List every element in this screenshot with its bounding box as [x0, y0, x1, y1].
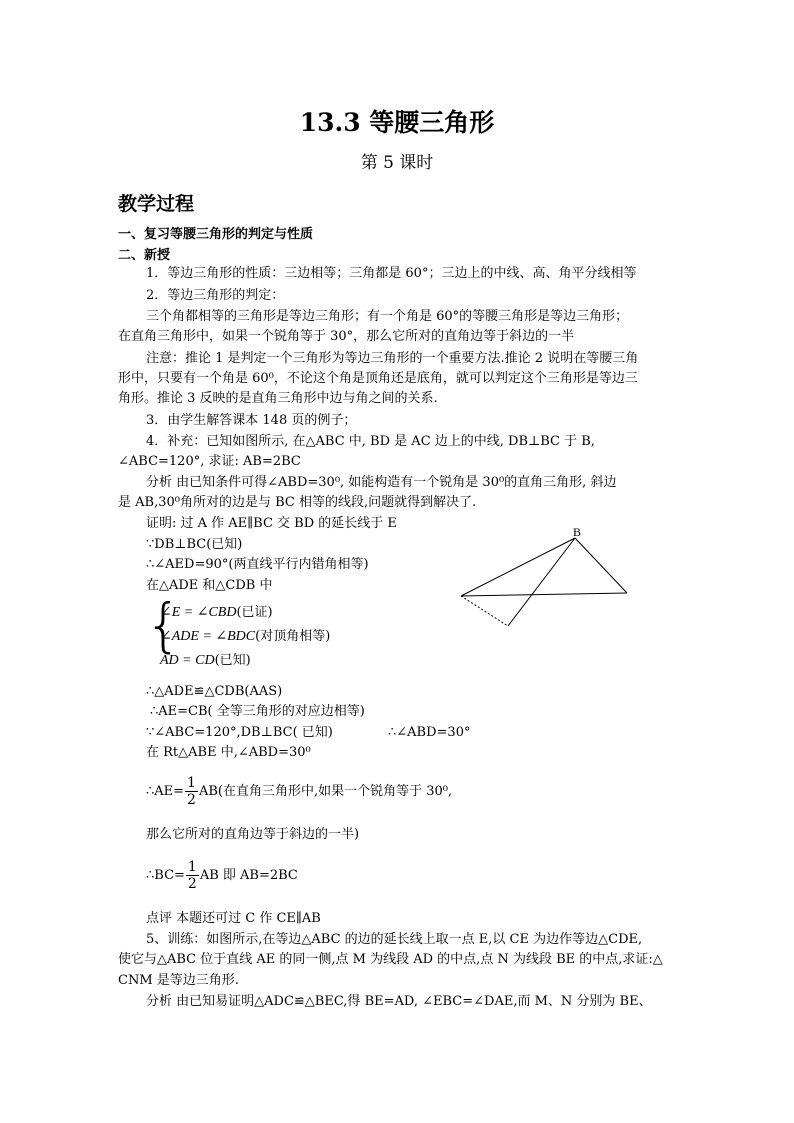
para-example: 3．由学生解答课本 148 页的例子；	[146, 413, 357, 428]
figure-line-ab	[461, 538, 575, 596]
system-eq-1-math: ∠E = ∠CBD	[160, 605, 237, 620]
para-supplement-1: 4．补充：已知如图所示, 在△ABC 中, BD 是 AC 边上的中线, DB⊥BC 于 B,	[146, 434, 595, 449]
proof-line-7b: ∴∠ABD=30°	[388, 725, 471, 740]
ae-suffix: AB(在直角三角形中,如果一个锐角等于 30⁰,	[198, 784, 453, 799]
comment-line: 点评 本题还可过 C 作 CE∥AB	[146, 911, 321, 926]
para-criteria-title: 2．等边三角形的判定：	[146, 288, 285, 303]
system-eq-2-math: ∠ADE = ∠BDC	[160, 629, 256, 644]
para-training-2: 使它与△ABC 位于直线 AE 的同一侧,点 M 为线段 AD 的中点,点 N 为线段 BE 的中点,求证:△	[118, 952, 663, 967]
section-heading: 教学过程	[118, 193, 195, 215]
fraction-denominator-2: 2	[187, 876, 197, 892]
system-eq-2-note: (对顶角相等)	[255, 629, 331, 644]
para-supplement-2: ∠ABC=120°, 求证: AB=2BC	[118, 454, 301, 469]
proof-line-6: ∴AE=CB( 全等三角形的对应边相等)	[150, 704, 365, 719]
fraction-half-2	[186, 859, 199, 892]
fraction-numerator-2: 1	[187, 859, 197, 875]
document-title: 13.3 等腰三角形	[299, 108, 495, 137]
para-analysis-training: 分析 由已知易证明△ADC≌△BEC,得 BE=AD, ∠EBC=∠DAE,而 M、N 分别为 BE、	[146, 994, 652, 1009]
system-eq-1	[160, 604, 273, 621]
figure-line-be	[508, 538, 575, 626]
para-criteria-2: 在直角三角形中，如果一个锐角等于 30°，那么它所对的直角边等于斜边的一半	[118, 329, 575, 344]
ae-prefix: ∴AE=	[146, 784, 185, 799]
para-note-1: 注意：推论 1 是判定一个三角形为等边三角形的一个重要方法.推论 2 说明在等腰三角	[146, 351, 639, 366]
system-eq-2	[160, 628, 330, 645]
triangle-figure	[455, 522, 635, 632]
para-note-2: 形中，只要有一个角是 60⁰，不论这个角是顶角还是底角，就可以判定这个三角形是等边三	[118, 371, 638, 386]
figure-line-ae	[461, 596, 508, 626]
heading-new: 二、新授	[118, 248, 171, 263]
proof-line-7a: ∵∠ABC=120°,DB⊥BC( 已知)	[146, 725, 333, 740]
system-eq-3	[160, 652, 251, 669]
para-analysis-1: 分析 由已知条件可得∠ABD=30⁰, 如能构造有一个锐角是 30⁰的直角三角形, 斜边	[146, 475, 617, 490]
bc-suffix: AB 即 AB=2BC	[199, 868, 298, 883]
lesson-subtitle: 第 5 课时	[360, 153, 434, 173]
figure-line-bc	[575, 538, 627, 593]
proof-line-1: 证明: 过 A 作 AE∥BC 交 BD 的延长线于 E	[146, 516, 397, 531]
system-eq-3-math: AD = CD	[160, 653, 215, 668]
fraction-numerator: 1	[187, 775, 196, 791]
para-analysis-2: 是 AB,30⁰角所对的边是与 BC 相等的线段,问题就得到解决了.	[118, 495, 477, 510]
system-brace: {	[145, 591, 182, 659]
para-note-3: 角形。推论 3 反映的是直角三角形中边与角之间的关系.	[118, 391, 438, 406]
heading-review: 一、复习等腰三角形的判定与性质	[118, 227, 314, 242]
proof-line-3: ∴∠AED=90°(两直线平行内错角相等)	[146, 557, 369, 572]
para-criteria-1: 三个角都相等的三角形是等边三角形；有一个角是 60°的等腰三角形是等边三角形；	[146, 309, 629, 324]
fraction-half	[185, 775, 198, 808]
proof-line-4: 在△ADE 和△CDB 中	[146, 578, 273, 593]
proof-line-8: 在 Rt△ABE 中,∠ABD=30⁰	[146, 745, 311, 760]
figure-line-ac	[461, 593, 627, 596]
system-eq-1-note: (已证)	[236, 605, 273, 620]
proof-line-5: ∴△ADE≌△CDB(AAS)	[146, 684, 283, 699]
para-training-3: CNM 是等边三角形.	[118, 973, 239, 988]
proof-line-ae	[146, 775, 452, 808]
para-property: 1．等边三角形的性质：三边相等；三角都是 60°；三边上的中线、高、角平分线相等	[146, 266, 637, 281]
bc-prefix: ∴BC=	[146, 868, 185, 883]
proof-line-2: ∵DB⊥BC(已知)	[146, 537, 243, 552]
system-eq-3-note: (已知)	[214, 653, 251, 668]
figure-label-b: B	[573, 525, 582, 539]
proof-line-bc	[146, 859, 298, 892]
fraction-denominator: 2	[187, 792, 196, 808]
proof-line-9: 那么它所对的直角边等于斜边的一半)	[146, 827, 360, 842]
para-training-1: 5、训练：如图所示,在等边△ABC 的边的延长线上取一点 E,以 CE 为边作等边△CDE,	[146, 932, 643, 947]
